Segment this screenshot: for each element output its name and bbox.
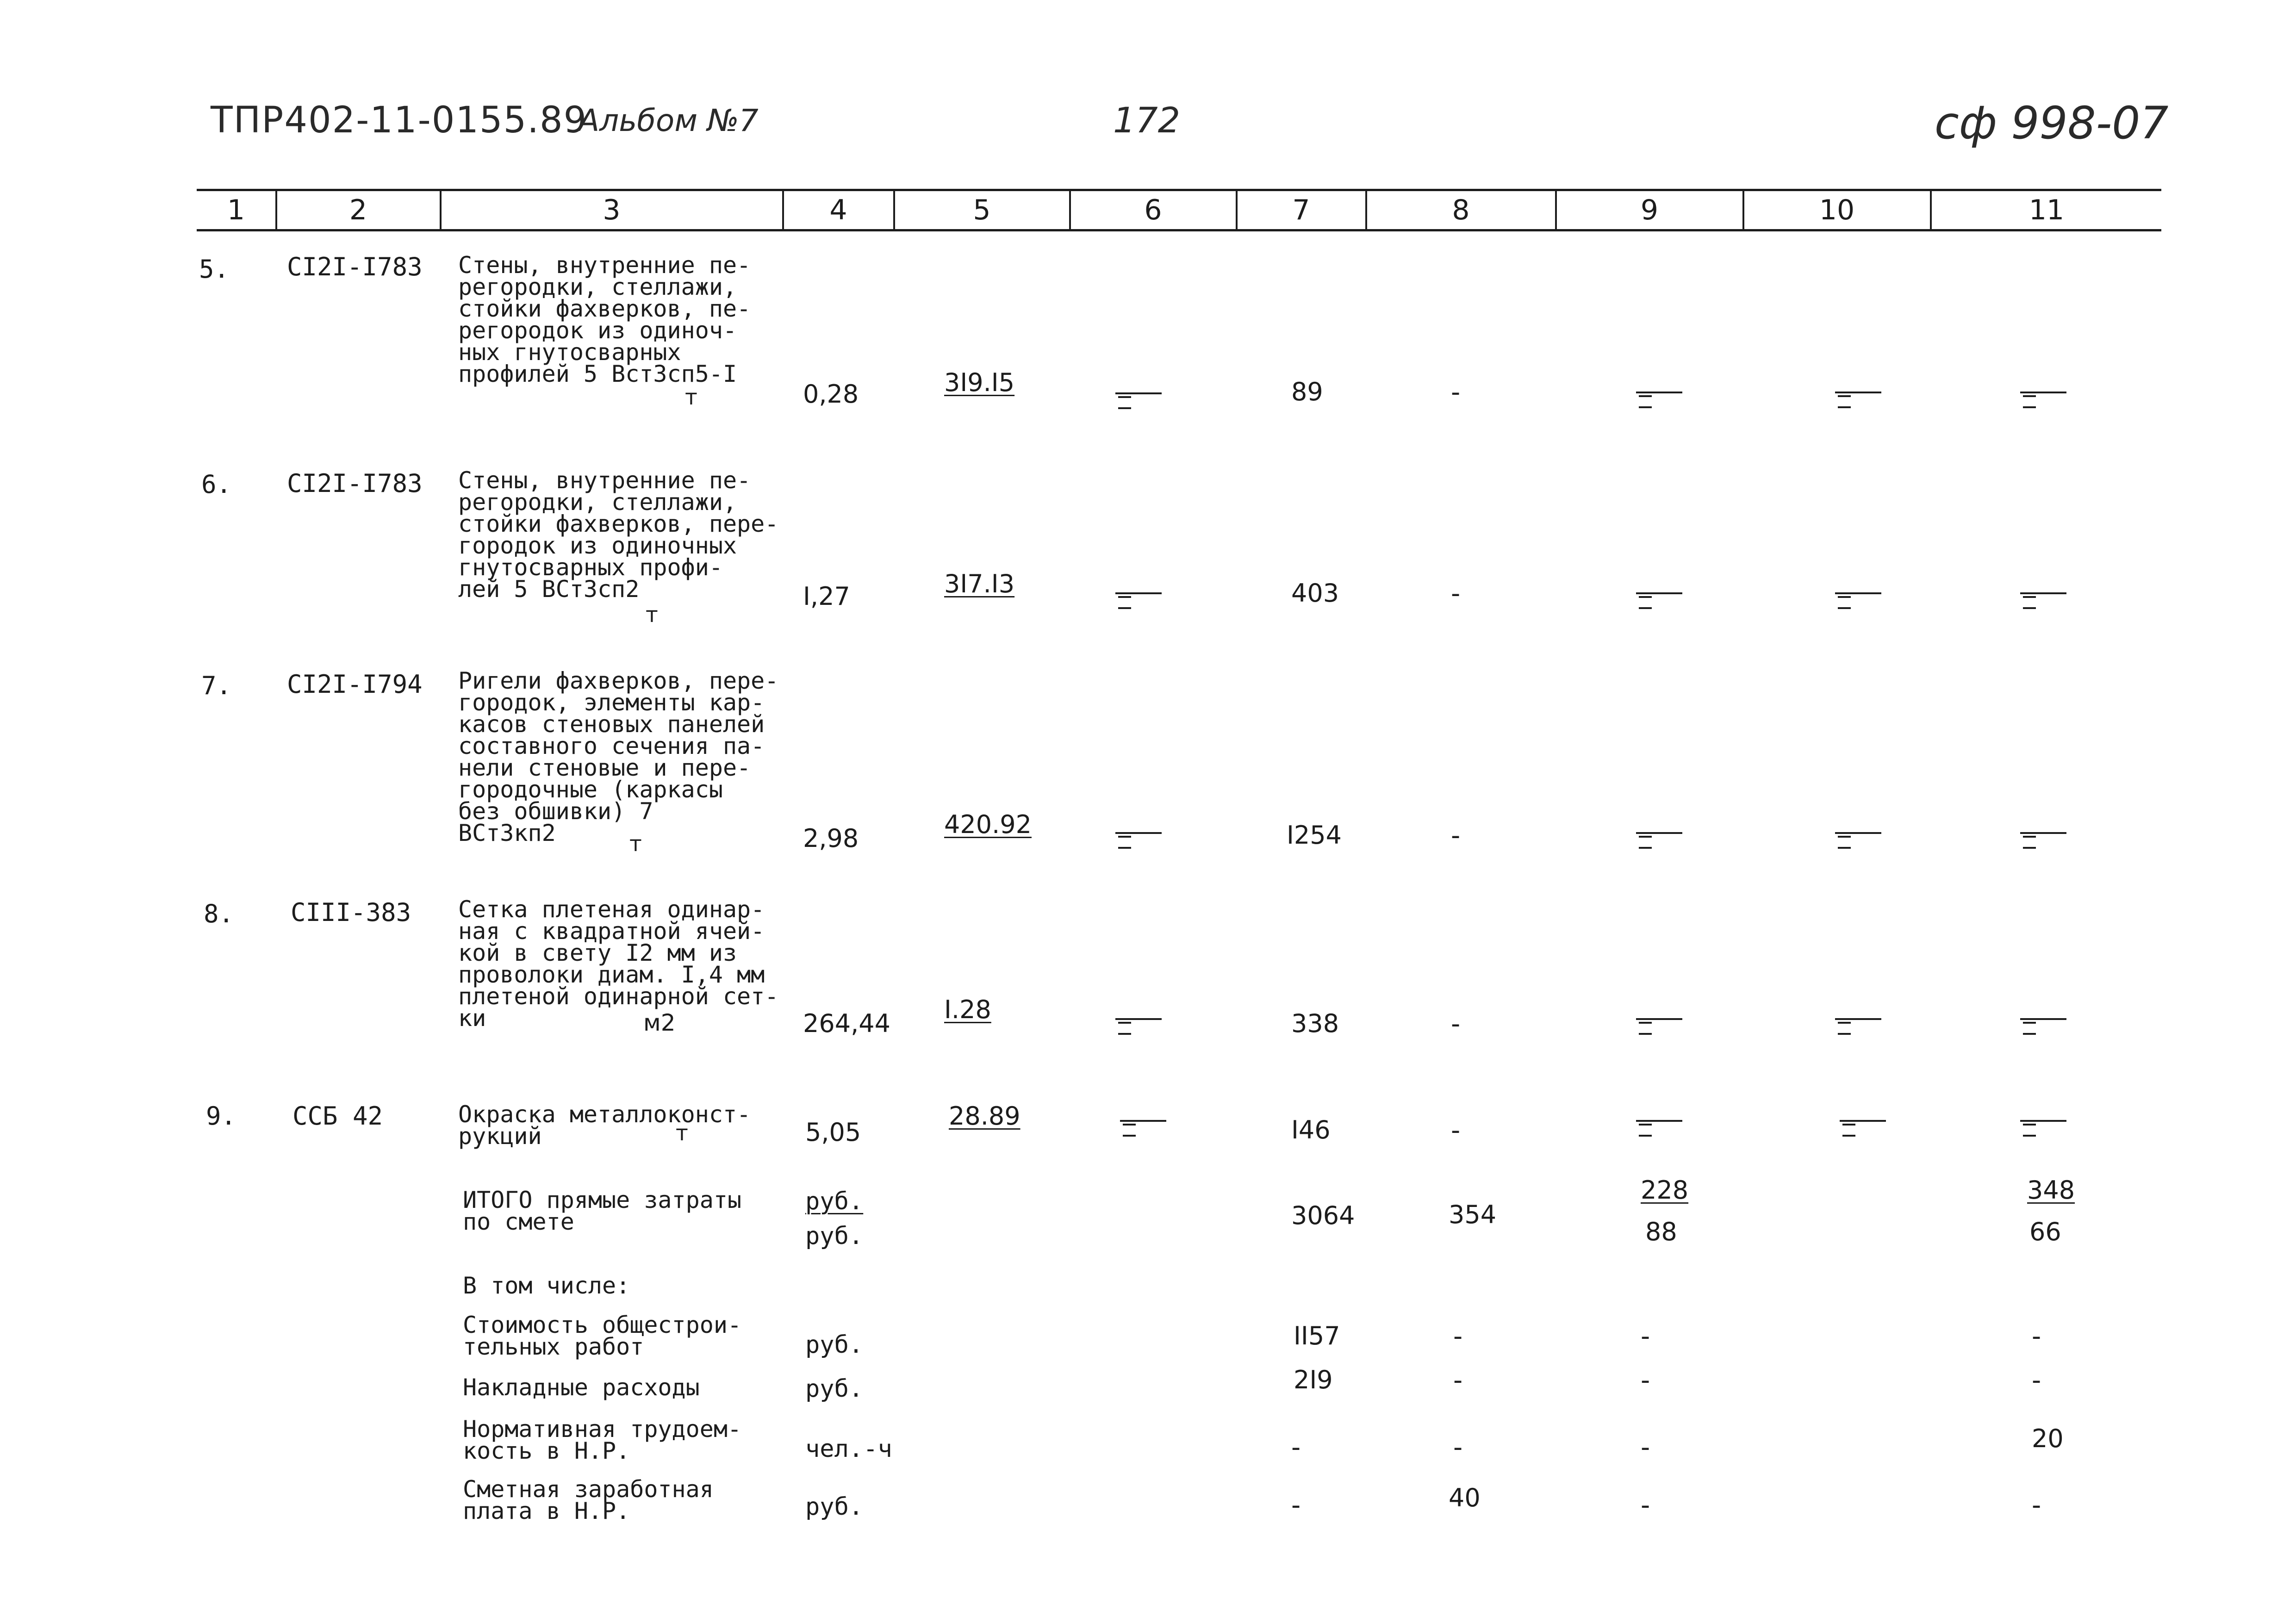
summary-item-label: Накладные расходы [463, 1374, 700, 1401]
empty-fraction-mark [1840, 1116, 1891, 1149]
row-col7: 89 [1291, 377, 1323, 406]
total-col9-bottom: 88 [1645, 1217, 1677, 1246]
column-header: 11 [2028, 194, 2065, 226]
empty-fraction-mark [2020, 1116, 2071, 1149]
summary-item-label: Нормативная трудоем- кость в Н.Р. [463, 1416, 742, 1464]
column-header: 7 [1292, 194, 1310, 226]
row-number: 6. [201, 470, 232, 499]
row-code: CI2I-I783 [287, 469, 423, 498]
row-col8: - [1451, 1115, 1461, 1145]
empty-fraction-mark [1835, 388, 1886, 420]
summary-item-col9: - [1641, 1432, 1650, 1462]
column-header: 4 [829, 194, 847, 226]
row-col8: - [1451, 821, 1461, 851]
row-unit: м2 [643, 1009, 676, 1036]
row-quantity: 2,98 [803, 824, 859, 853]
empty-fraction-mark [1115, 389, 1166, 421]
row-unit: т [646, 602, 658, 627]
row-col7: 338 [1291, 1009, 1339, 1038]
column-header: 3 [603, 194, 621, 226]
row-col7: I254 [1287, 821, 1342, 850]
row-code: ССБ 42 [292, 1101, 383, 1131]
row-description: Сетка плетеная одинар- ная с квадратной ячей- кой в свету I2 мм из проволоки диам. I,4 мм плетеной одинарной сет- ки [458, 896, 779, 1032]
row-description: Стены, внутренние пе- регородки, стеллажи, стойки фахверков, пере- городок из одиночных гнутосварных профи- лей 5 ВСтЗсп2 [458, 467, 779, 603]
total-label: ИТОГО прямые затраты по смете [463, 1187, 742, 1235]
empty-fraction-mark [2020, 828, 2071, 861]
empty-fraction-mark [2020, 589, 2071, 621]
summary-item-unit: чел.-ч [805, 1435, 892, 1463]
row-quantity: I,27 [803, 582, 850, 611]
row-price: 420.92 [944, 810, 1032, 839]
row-code: CIII-383 [291, 898, 411, 927]
empty-fraction-mark [1636, 388, 1687, 420]
empty-fraction-mark [1636, 589, 1687, 621]
row-col7: I46 [1291, 1115, 1331, 1144]
summary-item-col8: 40 [1449, 1483, 1481, 1512]
total-col8: 354 [1449, 1200, 1497, 1229]
page-number: 172 [1113, 99, 1181, 141]
row-price: 3I7.I3 [944, 569, 1015, 598]
total-col9-top: 228 [1641, 1175, 1689, 1205]
row-number: 7. [201, 671, 232, 700]
summary-item-label: Сметная заработная плата в Н.Р. [463, 1476, 714, 1524]
row-unit: т [685, 385, 697, 410]
column-header: 5 [973, 194, 991, 226]
column-header: 1 [227, 194, 245, 226]
total-col11-top: 348 [2027, 1175, 2075, 1205]
summary-item-col7: - [1291, 1490, 1301, 1520]
row-quantity: 264,44 [803, 1009, 890, 1038]
summary-item-unit: руб. [805, 1375, 864, 1403]
summary-item-col7: II57 [1294, 1321, 1340, 1350]
empty-fraction-mark [1115, 1014, 1166, 1047]
summary-item-col8: - [1453, 1432, 1463, 1462]
empty-fraction-mark [1835, 828, 1886, 861]
row-code: CI2I-I794 [287, 670, 423, 699]
empty-fraction-mark [1120, 1116, 1171, 1149]
column-header: 8 [1452, 194, 1470, 226]
empty-fraction-mark [1636, 1116, 1687, 1149]
empty-fraction-mark [1115, 828, 1166, 861]
total-unit-top: руб. [805, 1188, 864, 1215]
summary-item-col7: 2I9 [1294, 1365, 1333, 1394]
row-number: 5. [199, 255, 230, 284]
album-number: Альбом №7 [579, 103, 759, 138]
row-price: 28.89 [949, 1101, 1020, 1131]
row-unit: т [629, 831, 642, 856]
document-code: ТПР402-11-0155.89 [211, 99, 588, 141]
row-description: Окраска металлоконст- рукций [458, 1101, 751, 1150]
row-price: 3I9.I5 [944, 368, 1015, 397]
summary-item-label: Стоимость общестрои- тельных работ [463, 1312, 742, 1360]
empty-fraction-mark [1835, 1014, 1886, 1047]
row-number: 9. [206, 1101, 236, 1131]
row-description: Ригели фахверков, пере- городок, элементы кар- касов стеновых панелей составного сечения па- нели стеновые и пере- городочные (каркасы без обшивки) 7 ВСтЗкп2 [458, 667, 779, 846]
reference-code: сф 998-07 [1935, 97, 2169, 149]
row-col8: - [1451, 1009, 1461, 1039]
row-code: CI2I-I783 [287, 252, 423, 281]
column-header: 9 [1640, 194, 1659, 226]
summary-item-col11: - [2032, 1490, 2041, 1520]
summary-item-col9: - [1641, 1321, 1650, 1351]
empty-fraction-mark [1115, 589, 1166, 621]
empty-fraction-mark [1636, 1014, 1687, 1047]
total-col11-bottom: 66 [2029, 1217, 2061, 1246]
row-number: 8. [204, 899, 234, 928]
row-unit: т [676, 1120, 688, 1145]
row-col8: - [1451, 377, 1461, 407]
total-col7: 3064 [1291, 1201, 1355, 1230]
empty-fraction-mark [2020, 388, 2071, 420]
summary-item-unit: руб. [805, 1493, 864, 1521]
empty-fraction-mark [1636, 828, 1687, 861]
empty-fraction-mark [2020, 1014, 2071, 1047]
summary-item-col9: - [1641, 1365, 1650, 1395]
summary-item-col11: 20 [2032, 1424, 2064, 1453]
column-header: 10 [1819, 194, 1855, 226]
summary-item-col11: - [2032, 1365, 2041, 1395]
summary-item-col11: - [2032, 1321, 2041, 1351]
including-label: В том числе: [463, 1272, 630, 1299]
empty-fraction-mark [1835, 589, 1886, 621]
summary-item-col8: - [1453, 1365, 1463, 1395]
summary-item-unit: руб. [805, 1331, 864, 1359]
total-unit-bottom: руб. [805, 1222, 864, 1250]
column-header: 6 [1144, 194, 1162, 226]
row-description: Стены, внутренние пе- регородки, стеллажи, стойки фахверков, пе- регородок из одиноч- ных гнутосварных профилей 5 ВстЗсп5-I [458, 252, 751, 387]
row-col8: - [1451, 578, 1461, 609]
row-price: I.28 [944, 995, 991, 1024]
column-header: 2 [349, 194, 367, 226]
row-quantity: 0,28 [803, 379, 859, 409]
row-quantity: 5,05 [805, 1118, 861, 1147]
row-col7: 403 [1291, 578, 1339, 608]
summary-item-col7: - [1291, 1432, 1301, 1462]
summary-item-col9: - [1641, 1490, 1650, 1520]
summary-item-col8: - [1453, 1321, 1463, 1351]
